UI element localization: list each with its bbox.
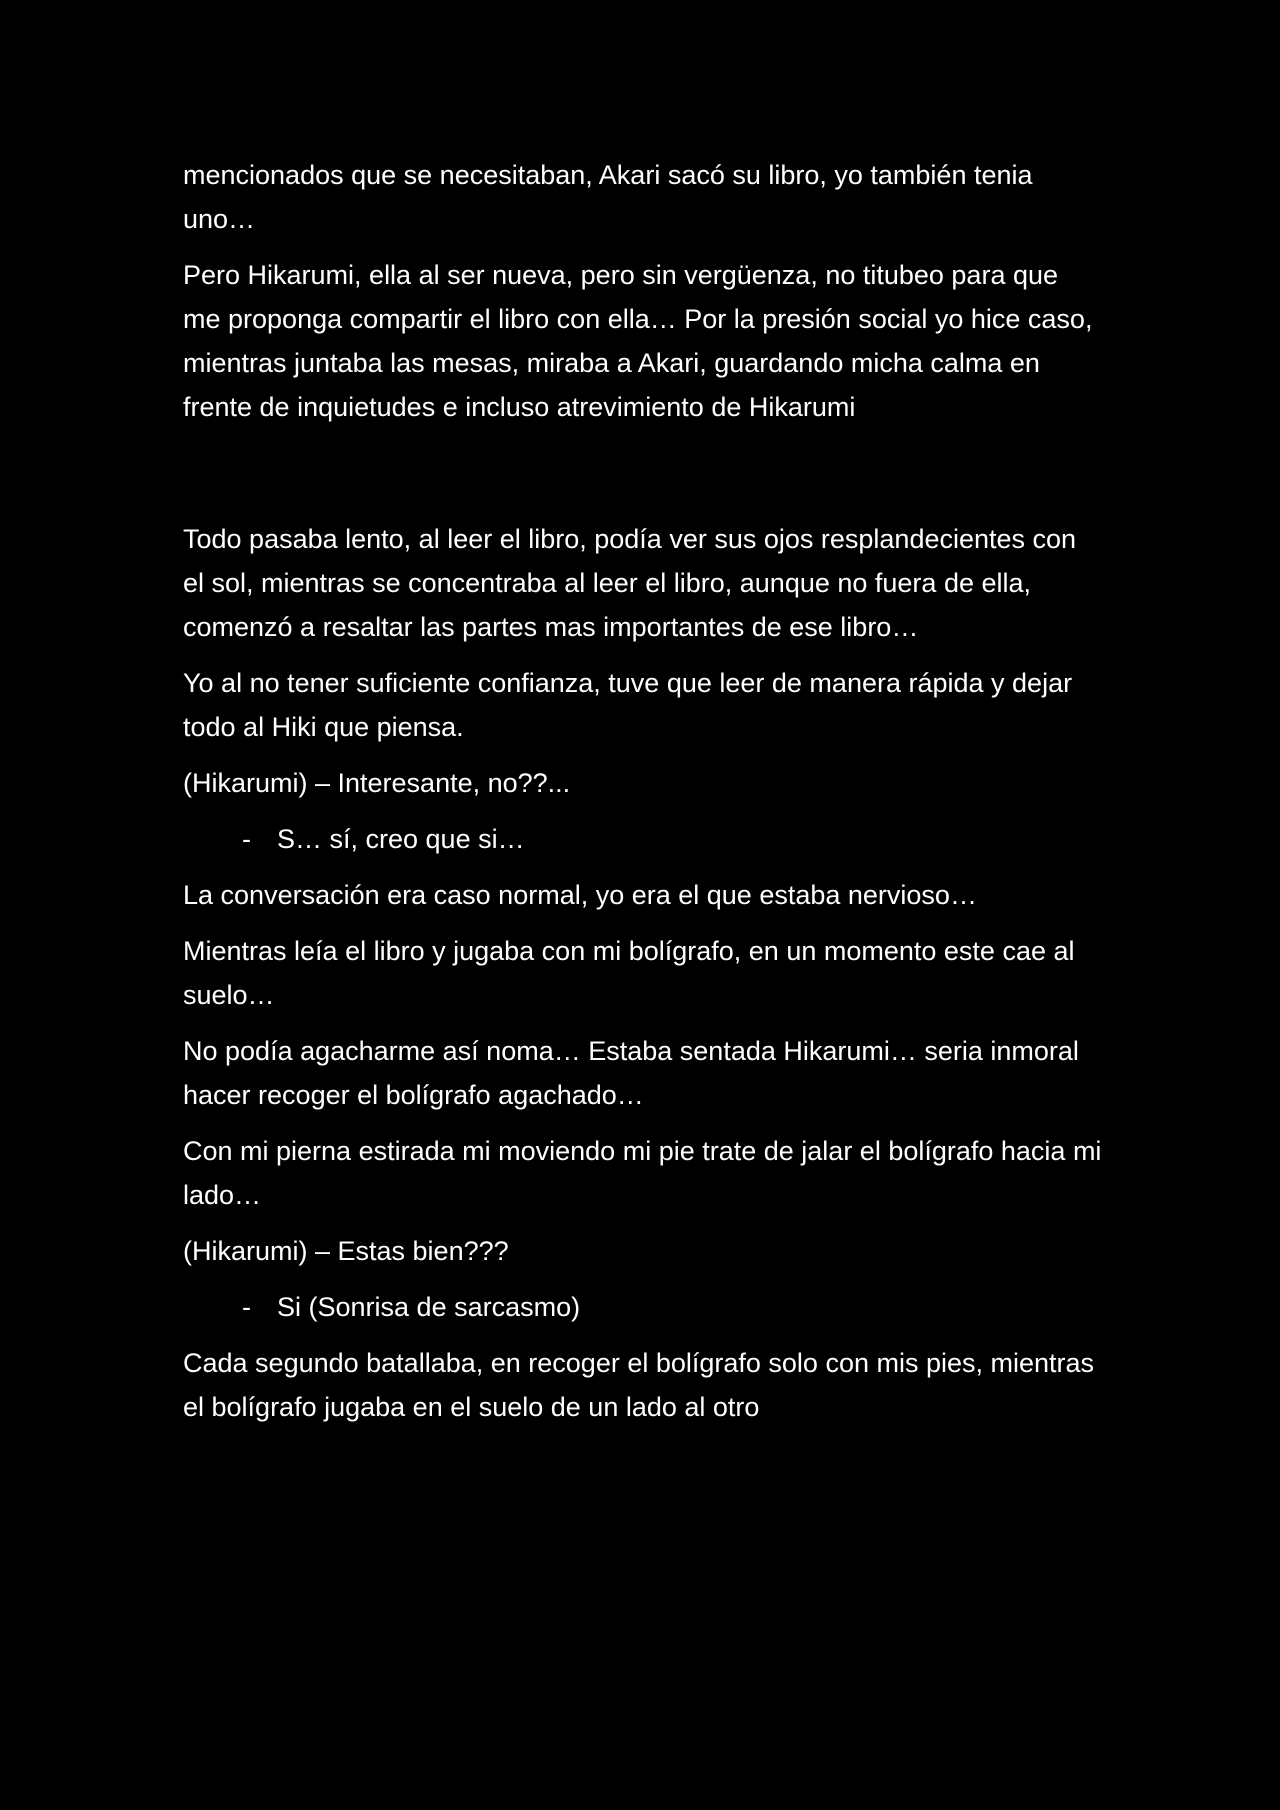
paragraph: mencionados que se necesitaban, Akari sacó su libro, yo también tenia uno… [183,160,1033,234]
bullet-text: Si (Sonrisa de sarcasmo) [277,1292,581,1322]
paragraph: Todo pasaba lento, al leer el libro, podía ver sus ojos resplandecientes con el sol, mientras se concentraba al leer el libro, aunque no fuera de ella, comenzó a resaltar las partes mas importantes de ese libro… [183,524,1077,642]
paragraph: Pero Hikarumi, ella al ser nueva, pero sin vergüenza, no titubeo para que me proponga compartir el libro con ella… Por la presión social yo hice caso, mientras juntaba las mesas, miraba a Akari, guardando micha calma en frente de inquietudes e incluso atrevimiento de Hikarumi [183,260,1093,422]
paragraph: Mientras leía el libro y jugaba con mi bolígrafo, en un momento este cae al suelo… [183,936,1075,1010]
paragraph: Cada segundo batallaba, en recoger el bolígrafo solo con mis pies, mientras el bolígrafo jugaba en el suelo de un lado al otro [183,1348,1095,1422]
dialogue-line: (Hikarumi) – Interesante, no??... [183,768,571,798]
paragraph: No podía agacharme así noma… Estaba sentada Hikarumi… seria inmoral hacer recoger el bolígrafo agachado… [183,1036,1079,1110]
paragraph: Yo al no tener suficiente confianza, tuve que leer de manera rápida y dejar todo al Hiki que piensa. [183,668,1073,742]
paragraph: Con mi pierna estirada mi moviendo mi pie trate de jalar el bolígrafo hacia mi lado… [183,1136,1102,1210]
bullet-dash: - [242,824,251,854]
bullet-text: S… sí, creo que si… [277,824,525,854]
dialogue-bullet [183,817,1103,861]
blank-space [183,441,1103,517]
dialogue-bullet [183,1285,1103,1329]
body-text [183,153,1103,1441]
dialogue-line: (Hikarumi) – Estas bien??? [183,1236,509,1266]
paragraph: La conversación era caso normal, yo era el que estaba nervioso… [183,880,977,910]
bullet-dash: - [242,1292,251,1322]
